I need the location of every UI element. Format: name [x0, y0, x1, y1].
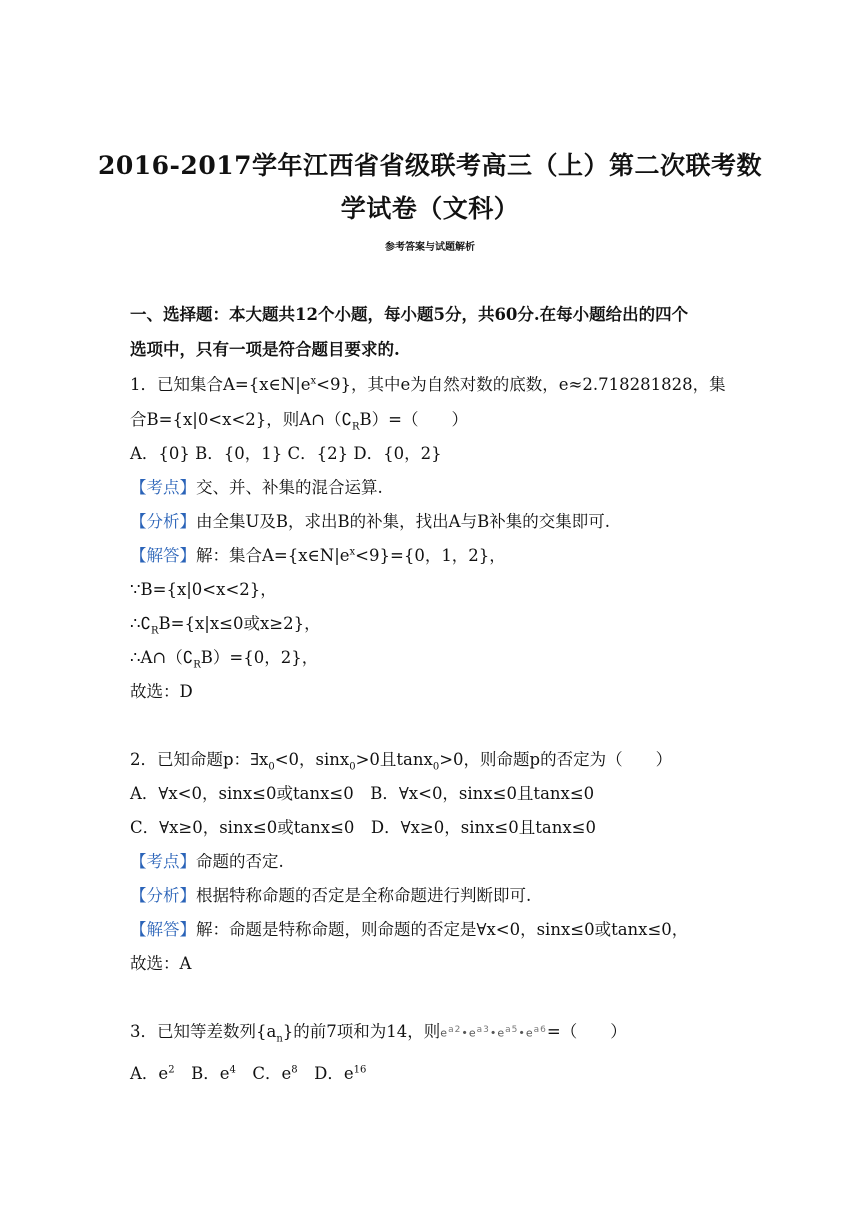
q3-stem-b: }的前7项和为14，则 [282, 1022, 441, 1041]
q3-sub-n: n [276, 1033, 283, 1045]
q3-options: A．$e^2$ B．$e^4$ C．$e^8$ D．$e^{16}$ [130, 1064, 367, 1083]
q2-fenxi [130, 882, 531, 906]
q1-fenxi-text: 由全集U及B，求出B的补集，找出A与B补集的交集即可. [196, 512, 610, 531]
section-heading-line2: 选项中，只有一项是符合题目要求的. [130, 340, 400, 359]
q1-jieda-tag: 【解答】 [130, 546, 196, 565]
q1-kaodian-text: 交、并、补集的混合运算. [196, 478, 383, 497]
q1-step3-a: ∴A∩（∁ [130, 648, 194, 667]
q2-jieda [130, 916, 688, 940]
q2-stem [130, 746, 672, 772]
page-subtitle: 参考答案与试题解析 [385, 242, 475, 253]
q2-sub-2: 0 [349, 761, 356, 773]
q1-stem-line2-sub: R [352, 421, 360, 433]
q2-sub-1: 0 [268, 761, 275, 773]
q1-answer: 故选：D [130, 682, 193, 701]
q2-fenxi-tag: 【分析】 [130, 886, 196, 905]
q1-stem-line1 [130, 371, 726, 395]
q2-stem-b: <0，sinx [274, 750, 350, 769]
q3-exponent-expression: $e^{a2}•e^{a3}•e^{a5}•e^{a6}$ [440, 1025, 547, 1040]
q2-answer: 故选：A [130, 954, 192, 973]
q2-jieda-tag: 【解答】 [130, 920, 196, 939]
q1-fenxi [130, 508, 610, 532]
section-heading-line1: 一、选择题：本大题共12个小题，每小题5分，共60分.在每小题给出的四个 [130, 305, 689, 324]
q2-kaodian-tag: 【考点】 [130, 852, 196, 871]
q1-stem-a: 1．已知集合A={x∈N|e [130, 375, 311, 394]
q1-step3-sub: R [193, 659, 201, 671]
q1-stem-line2-end: B）=（ ） [359, 410, 468, 429]
q2-jieda-text: 解：命题是特称命题，则命题的否定是∀x<0，sinx≤0或tanx≤0， [196, 920, 689, 939]
q1-step2-b: B={x|x≤0或x≥2}， [158, 614, 321, 633]
q1-step3-b: B）={0，2}， [200, 648, 319, 667]
q1-stem-b: <9}，其中e为自然对数的底数，e≈2.718281828，集 [316, 375, 726, 394]
q1-stem-line2-a: 合B={x|0<x<2}，则A∩（∁ [130, 410, 353, 429]
q1-options: A．{0} B．{0，1} C．{2} D．{0，2} [130, 444, 442, 463]
q3-stem-a: 3．已知等差数列{a [130, 1022, 277, 1041]
q2-stem-d: >0，则命题p的否定为（ ） [439, 750, 673, 769]
q3-stem-c: =（ ） [546, 1022, 627, 1041]
q1-step1: ∵B={x|0<x<2}， [130, 580, 277, 599]
q2-stem-a: 2．已知命题p：∃x [130, 750, 269, 769]
q1-stem-line2 [130, 406, 468, 432]
q2-kaodian [130, 848, 284, 872]
q1-step2-sub: R [151, 625, 159, 637]
q1-jieda-b: <9}={0，1，2}， [355, 546, 506, 565]
q1-jieda [130, 542, 506, 566]
q2-options-ab: A．∀x<0，sinx≤0或tanx≤0 B．∀x<0，sinx≤0且tanx≤0 [130, 784, 595, 803]
q1-jieda-sup: x [349, 546, 356, 558]
q1-stem-sup: x [310, 375, 317, 387]
q1-kaodian [130, 474, 383, 498]
q1-step2 [130, 610, 321, 636]
q3-stem [130, 1018, 627, 1044]
q2-stem-c: >0且tanx [355, 750, 433, 769]
q2-options-cd: C．∀x≥0，sinx≤0或tanx≤0 D．∀x≥0，sinx≤0且tanx≤0 [130, 818, 596, 837]
q1-step3 [130, 644, 318, 670]
q2-kaodian-text: 命题的否定. [196, 852, 284, 871]
q1-fenxi-tag: 【分析】 [130, 512, 196, 531]
page-title-line2: 学试卷（文科） [340, 194, 520, 223]
page-title-line1: 2016-2017学年江西省省级联考高三（上）第二次联考数 [97, 151, 763, 180]
q1-kaodian-tag: 【考点】 [130, 478, 196, 497]
q1-step2-a: ∴∁ [130, 614, 151, 633]
q1-jieda-a: 解：集合A={x∈N|e [196, 546, 350, 565]
q2-sub-3: 0 [432, 761, 440, 773]
q2-fenxi-text: 根据特称命题的否定是全称命题进行判断即可. [196, 886, 532, 905]
